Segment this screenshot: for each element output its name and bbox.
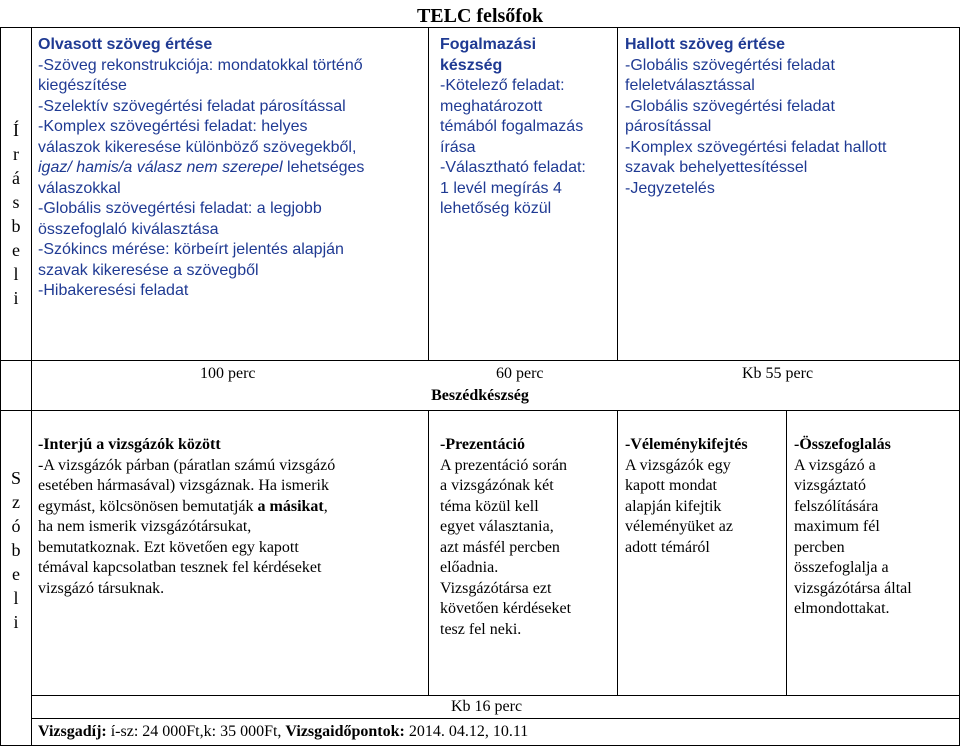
interview-bold-text: a másikat bbox=[257, 497, 324, 515]
interview-line: vizsgázó társuknak. bbox=[38, 579, 165, 597]
listening-line: párosítással bbox=[625, 118, 712, 135]
interview-line: bemutatkoznak. Ezt követően egy kapott bbox=[38, 538, 299, 556]
reading-col-divider bbox=[428, 27, 429, 360]
summary-heading: -Összefoglalás bbox=[794, 436, 891, 453]
dates-label: Vizsgaidőpontok: bbox=[285, 723, 405, 740]
listening-line: -Jegyzetelés bbox=[625, 179, 715, 197]
summary-line: felszólítására bbox=[794, 497, 879, 515]
interview-heading: -Interjú a vizsgázók között bbox=[38, 436, 221, 453]
listening-line: -Komplex szövegértési feladat hallott bbox=[625, 138, 887, 156]
opinion-heading: -Véleménykifejtés bbox=[625, 436, 748, 453]
interview-after-bold: , bbox=[323, 497, 328, 515]
speaking-side-letter: z bbox=[12, 492, 20, 512]
writing-side-letter: l bbox=[13, 264, 19, 284]
writing-side-letter: i bbox=[13, 288, 19, 308]
footer-info bbox=[38, 722, 528, 743]
interview-cell bbox=[38, 435, 426, 599]
writing-side-letter: r bbox=[13, 144, 19, 164]
reading-line: kiegészítése bbox=[38, 77, 127, 94]
reading-line: -Globális szövegértési feladat: a legjobb bbox=[38, 200, 322, 217]
reading-line: összefoglaló kiválasztása bbox=[38, 220, 219, 238]
reading-line: -Szelektív szövegértési feladat párosítással bbox=[38, 97, 346, 115]
interview-line: esetében hármasával) vizsgáznak. Ha ismerik bbox=[38, 477, 329, 494]
speaking-title: Beszédkészség bbox=[431, 387, 529, 404]
listening-cell bbox=[625, 35, 955, 199]
reading-line: -Komplex szövegértési feladat: helyes bbox=[38, 118, 308, 135]
listening-line: -Globális szövegértési feladat bbox=[625, 97, 835, 115]
composition-line: -Kötelező feladat: bbox=[440, 77, 565, 94]
composition-col-divider bbox=[617, 27, 618, 360]
presentation-line: előadnia. bbox=[440, 559, 499, 576]
reading-cell bbox=[38, 35, 426, 302]
opinion-line: alapján kifejtik bbox=[625, 497, 722, 515]
presentation-line: azt másfél percben bbox=[440, 538, 560, 556]
presentation-line: követően kérdéseket bbox=[440, 600, 572, 617]
listening-line: -Globális szövegértési feladat bbox=[625, 56, 835, 74]
speaking-side-letter: i bbox=[13, 612, 19, 632]
interview-line-text: egymást, kölcsönösen bemutatják bbox=[38, 497, 254, 515]
opinion-cell bbox=[625, 435, 785, 558]
reading-heading: Olvasott szöveg értése bbox=[38, 36, 213, 53]
summary-cell bbox=[794, 435, 958, 620]
summary-line: maximum fél bbox=[794, 518, 880, 535]
listening-line: feleletválasztással bbox=[625, 77, 755, 94]
speaking-top-border bbox=[0, 410, 960, 411]
reading-line: válaszokkal bbox=[38, 179, 121, 197]
summary-line: percben bbox=[794, 538, 845, 556]
page-title: TELC felsőfok bbox=[416, 5, 544, 27]
composition-line: témából fogalmazás bbox=[440, 118, 584, 135]
fee-value: í-sz: 24 000Ft,k: 35 000Ft, bbox=[106, 723, 282, 740]
composition-line: lehetőség közül bbox=[440, 200, 552, 217]
dates-value: 2014. 04.12, 10.11 bbox=[404, 723, 529, 740]
speaking-side-letter: e bbox=[12, 564, 20, 584]
fee-label: Vizsgadíj: bbox=[38, 723, 107, 740]
presentation-line: téma közül kell bbox=[440, 497, 539, 515]
presentation-line: a vizsgázónak két bbox=[440, 477, 554, 494]
reading-italic-line bbox=[38, 158, 426, 179]
interview-line-with-bold bbox=[38, 497, 426, 518]
side-label-divider bbox=[31, 27, 32, 746]
summary-line: A vizsgázó a bbox=[794, 456, 876, 474]
composition-cell bbox=[440, 35, 616, 220]
reading-italic-suffix: lehetséges bbox=[282, 159, 365, 176]
interview-line: témával kapcsolatban tesznek fel kérdéseket bbox=[38, 559, 322, 576]
opinion-line: véleményüket az bbox=[625, 518, 733, 535]
speaking-side-label bbox=[4, 466, 28, 634]
reading-line: válaszok kikeresése különböző szövegekből, bbox=[38, 138, 357, 156]
reading-line: szavak kikeresése a szövegből bbox=[38, 261, 259, 279]
reading-italic-text: igaz/ hamis/a válasz nem szerepel bbox=[38, 159, 283, 176]
opinion-line: A vizsgázók egy bbox=[625, 456, 731, 474]
presentation-heading: -Prezentáció bbox=[440, 436, 525, 453]
interview-line: -A vizsgázók párban (páratlan számú vizsgázó bbox=[38, 456, 336, 474]
reading-line: -Szókincs mérése: körbeírt jelentés alapján bbox=[38, 241, 344, 258]
speaking-side-letter: l bbox=[13, 588, 19, 608]
presentation-line: Vizsgázótársa ezt bbox=[440, 579, 552, 597]
left-border bbox=[0, 27, 1, 746]
composition-line: írása bbox=[440, 138, 476, 156]
presentation-line: A prezentáció során bbox=[440, 456, 568, 474]
reading-time: 100 perc bbox=[200, 365, 256, 382]
writing-side-letter: e bbox=[12, 240, 20, 260]
writing-side-letter: b bbox=[11, 216, 21, 236]
speaking-inner-bottom-border bbox=[31, 695, 960, 696]
composition-line: meghatározott bbox=[440, 97, 543, 115]
opinion-line: kapott mondat bbox=[625, 477, 717, 494]
speaking-side-letter: ó bbox=[11, 516, 21, 536]
composition-time: 60 perc bbox=[496, 365, 544, 382]
interview-col-divider bbox=[428, 410, 429, 695]
writing-side-letter: á bbox=[12, 168, 20, 188]
writing-bottom-border bbox=[0, 360, 960, 361]
writing-side-label bbox=[4, 118, 28, 310]
reading-line: -Hibakeresési feladat bbox=[38, 282, 189, 299]
composition-heading-1: Fogalmazási bbox=[440, 36, 537, 53]
listening-line: szavak behelyettesítéssel bbox=[625, 159, 808, 176]
presentation-cell bbox=[440, 435, 616, 640]
speaking-side-letter: b bbox=[11, 540, 21, 560]
composition-line: 1 levél megírás 4 bbox=[440, 179, 562, 197]
writing-side-letter: Í bbox=[13, 120, 19, 140]
summary-line: vizsgáztató bbox=[794, 477, 866, 494]
composition-line: -Választható feladat: bbox=[440, 159, 586, 176]
speaking-time: Kb 16 perc bbox=[451, 698, 523, 715]
footer-top-border bbox=[31, 718, 960, 719]
presentation-line: egyet választania, bbox=[440, 518, 554, 535]
summary-line: vizsgázótársa által bbox=[794, 579, 912, 597]
presentation-col-divider bbox=[617, 410, 618, 695]
interview-line: ha nem ismerik vizsgázótársukat, bbox=[38, 518, 252, 535]
summary-line: elmondottakat. bbox=[794, 600, 890, 617]
presentation-line: tesz fel neki. bbox=[440, 620, 522, 638]
opinion-line: adott témáról bbox=[625, 538, 710, 556]
speaking-side-letter: S bbox=[10, 468, 21, 488]
opinion-col-divider bbox=[786, 410, 787, 695]
reading-line: -Szöveg rekonstrukciója: mondatokkal történő bbox=[38, 56, 363, 74]
listening-heading: Hallott szöveg értése bbox=[625, 36, 786, 53]
writing-side-letter: s bbox=[12, 192, 20, 212]
composition-heading-2: készség bbox=[440, 56, 503, 74]
summary-line: összefoglalja a bbox=[794, 559, 889, 576]
listening-time: Kb 55 perc bbox=[742, 365, 814, 382]
